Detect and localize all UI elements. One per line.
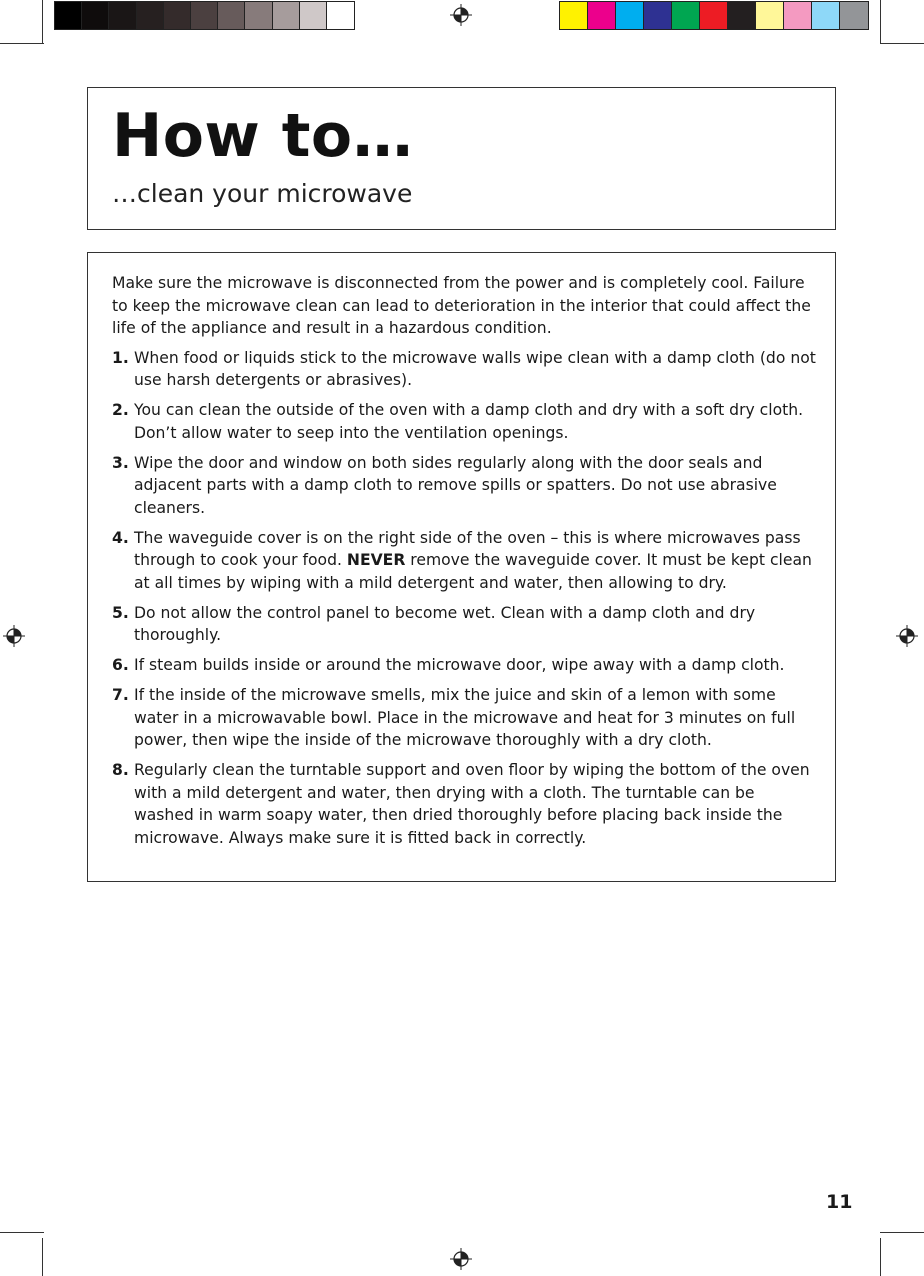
step-number: 2. xyxy=(112,401,129,419)
color-swatch xyxy=(218,2,245,29)
instructions-box xyxy=(87,252,836,882)
step-item xyxy=(112,452,819,520)
page-subtitle: …clean your microwave xyxy=(112,179,413,208)
crop-mark xyxy=(0,43,44,44)
title-box xyxy=(87,87,836,230)
color-swatch xyxy=(756,2,784,29)
step-number: 3. xyxy=(112,453,129,472)
color-swatch xyxy=(560,2,588,29)
color-swatch xyxy=(840,2,868,29)
step-number: 5. xyxy=(112,603,129,622)
step-item xyxy=(112,347,819,392)
step-item xyxy=(112,527,819,595)
color-swatch xyxy=(588,2,616,29)
step-number: 6. xyxy=(112,656,129,674)
color-swatch xyxy=(672,2,700,29)
step-number: 4. xyxy=(112,528,129,547)
step-item xyxy=(112,399,819,444)
color-calibration-bar xyxy=(559,1,869,30)
step-text-after: remove the waveguide cover. It must be kept clean at all times by wiping with a mild detergent and water, then allowing to dry. xyxy=(134,551,812,592)
color-swatch xyxy=(784,2,812,29)
step-item xyxy=(112,654,819,677)
registration-target-icon xyxy=(896,625,918,647)
never-emphasis: NEVER xyxy=(346,551,406,569)
color-swatch xyxy=(164,2,191,29)
crop-mark xyxy=(880,1238,881,1276)
step-text: If the inside of the microwave smells, mix the juice and skin of a lemon with some water in a microwavable bowl. Place in the microwave and heat for 3 minutes on full power, then wipe the inside of the microwave thoroughly with a dry cloth. xyxy=(134,686,796,749)
color-swatch xyxy=(327,2,354,29)
grayscale-calibration-bar xyxy=(54,1,355,30)
step-text-before: The waveguide cover is on the right side of the oven – this is where microwaves pass through to cook your food. xyxy=(134,528,801,569)
page-number: 11 xyxy=(826,1191,853,1213)
color-swatch xyxy=(728,2,756,29)
step-number: 7. xyxy=(112,686,129,704)
color-swatch xyxy=(82,2,109,29)
registration-target-icon xyxy=(450,1248,472,1270)
step-item xyxy=(112,602,819,647)
registration-target-icon xyxy=(450,4,472,26)
step-text: Regularly clean the turntable support and oven floor by wiping the bottom of the oven with a mild detergent and water, then drying with a cloth. The turntable can be washed in warm soapy water, then dried thoroughly before placing back inside the microwave. Always make sure it is fitted back in correctly. xyxy=(134,761,810,847)
cleaning-steps-list xyxy=(112,347,819,850)
step-text: You can clean the outside of the oven with a damp cloth and dry with a soft dry cloth. Don’t allow water to seep into the ventilation openings. xyxy=(134,401,804,442)
crop-mark xyxy=(880,43,924,44)
page-title: How to… xyxy=(112,101,414,171)
color-swatch xyxy=(109,2,136,29)
registration-target-icon xyxy=(3,625,25,647)
color-swatch xyxy=(191,2,218,29)
step-text: Do not allow the control panel to become wet. Clean with a damp cloth and dry thoroughly. xyxy=(134,603,756,644)
color-swatch xyxy=(644,2,672,29)
step-item xyxy=(112,759,819,849)
color-swatch xyxy=(55,2,82,29)
crop-mark xyxy=(880,0,881,44)
color-swatch xyxy=(812,2,840,29)
color-swatch xyxy=(137,2,164,29)
step-number: 1. xyxy=(112,348,129,367)
color-swatch xyxy=(245,2,272,29)
crop-mark xyxy=(42,1238,43,1276)
step-item xyxy=(112,684,819,752)
color-swatch xyxy=(273,2,300,29)
step-number: 8. xyxy=(112,761,129,779)
crop-mark xyxy=(880,1232,924,1233)
color-swatch xyxy=(700,2,728,29)
color-swatch xyxy=(616,2,644,29)
step-text: Wipe the door and window on both sides regularly along with the door seals and adjacent parts with a damp cloth to remove spills or spatters. Do not use abrasive cleaners. xyxy=(134,453,777,517)
step-text: If steam builds inside or around the microwave door, wipe away with a damp cloth. xyxy=(134,656,785,674)
color-swatch xyxy=(300,2,327,29)
crop-mark xyxy=(0,1232,44,1233)
step-text: When food or liquids stick to the microwave walls wipe clean with a damp cloth (do not use harsh detergents or abrasives). xyxy=(134,348,816,389)
crop-mark xyxy=(42,0,43,44)
step-text xyxy=(134,527,819,595)
intro-paragraph: Make sure the microwave is disconnected from the power and is completely cool. Failure to keep the microwave clean can lead to deterioration in the interior that could affect the life of the appliance and result in a hazardous condition. xyxy=(112,274,811,337)
